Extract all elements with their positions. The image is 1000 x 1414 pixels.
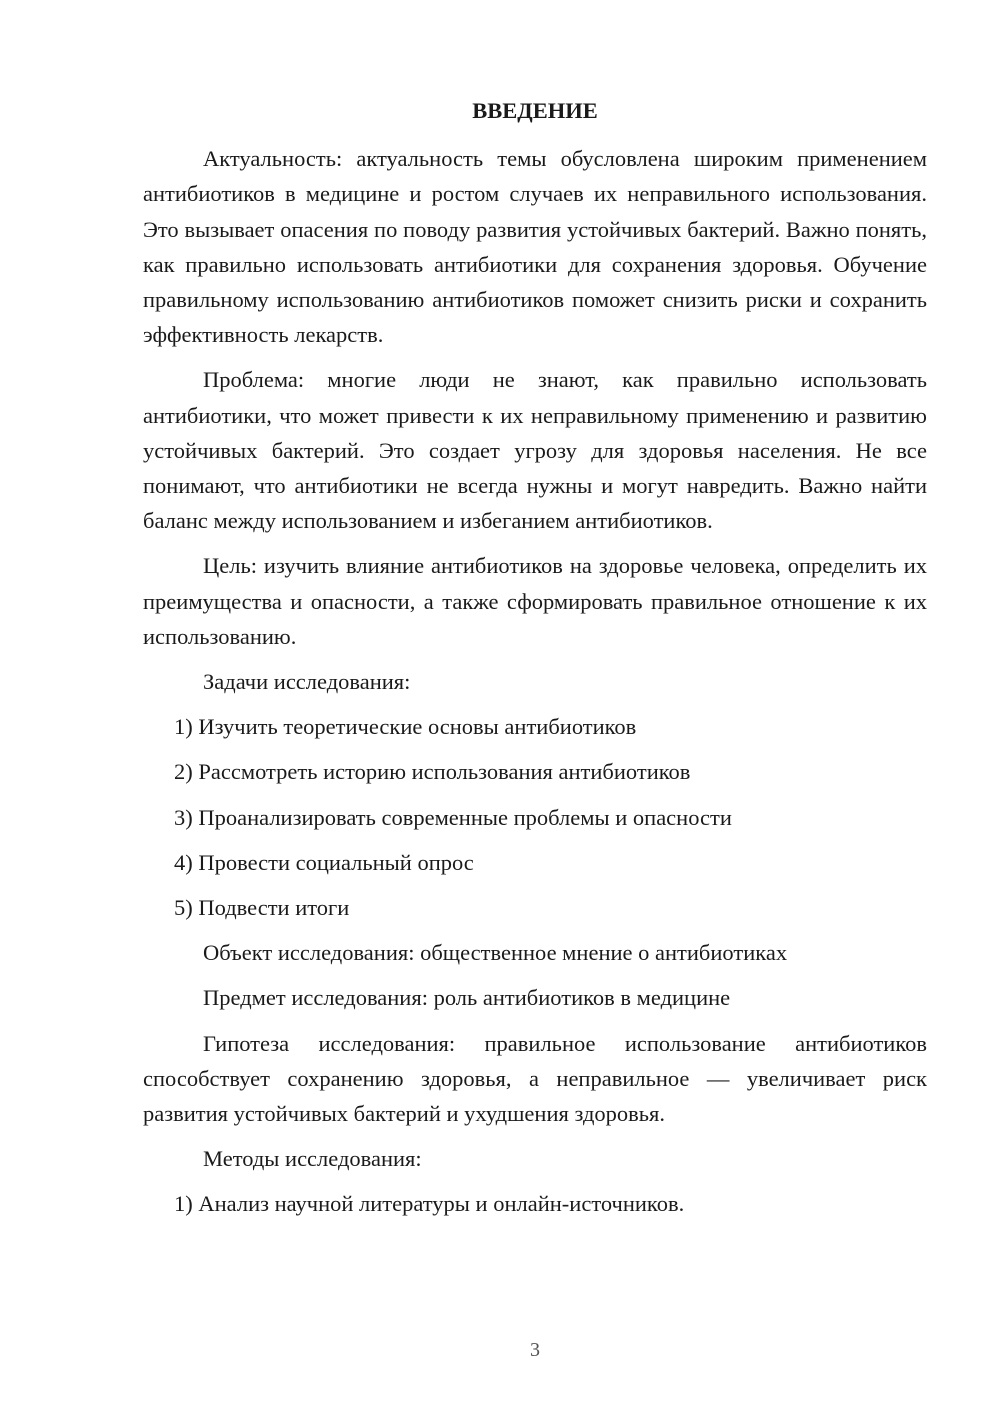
methods-list <box>143 1186 927 1221</box>
list-item: 2) Рассмотреть историю использования антибиотиков <box>174 759 691 785</box>
list-item: 1) Анализ научной литературы и онлайн-источников. <box>174 1191 685 1217</box>
paragraph-problem: Проблема: многие люди не знают, как правильно использовать антибиотики, что может привести к их неправильному применению и развитию устойчивых бактерий. Это создает угрозу для здоровья населения. Не все понимают, что антибиотики не всегда нужны и могут навредить. Важно найти баланс между использованием и избеганием антибиотиков. <box>143 367 927 534</box>
methods-heading: Методы исследования: <box>203 1146 422 1172</box>
paragraph-hypothesis: Гипотеза исследования: правильное использование антибиотиков способствует сохранению здоровья, а неправильное — увеличивает риск развития устойчивых бактерий и ухудшения здоровья. <box>143 1030 927 1127</box>
list-item: 4) Провести социальный опрос <box>174 849 474 875</box>
paragraph-subject: Предмет исследования: роль антибиотиков в медицине <box>203 985 731 1011</box>
page-title: ВВЕДЕНИЕ <box>472 98 598 123</box>
list-item: 3) Проанализировать современные проблемы и опасности <box>174 804 732 830</box>
page-content <box>143 93 927 1232</box>
paragraph-goal: Цель: изучить влияние антибиотиков на здоровье человека, определить их преимущества и опасности, а также сформировать правильное отношение к их использованию. <box>143 553 927 649</box>
tasks-list <box>143 709 927 925</box>
page-number: 3 <box>530 1339 540 1361</box>
paragraph-relevance: Актуальность: актуальность темы обусловлена широким применением антибиотиков в медицине и ростом случаев их неправильного использования. Это вызывает опасения по поводу развития устойчивых бактерий. Важно понять, как правильно использовать антибиотики для сохранения здоровья. Обучение правильному использованию антибиотиков поможет снизить риски и сохранить эффективность лекарств. <box>143 146 927 348</box>
paragraph-object: Объект исследования: общественное мнение о антибиотиках <box>203 940 788 966</box>
list-item: 1) Изучить теоретические основы антибиотиков <box>174 714 637 740</box>
list-item: 5) Подвести итоги <box>174 895 350 921</box>
tasks-heading: Задачи исследования: <box>203 669 411 695</box>
